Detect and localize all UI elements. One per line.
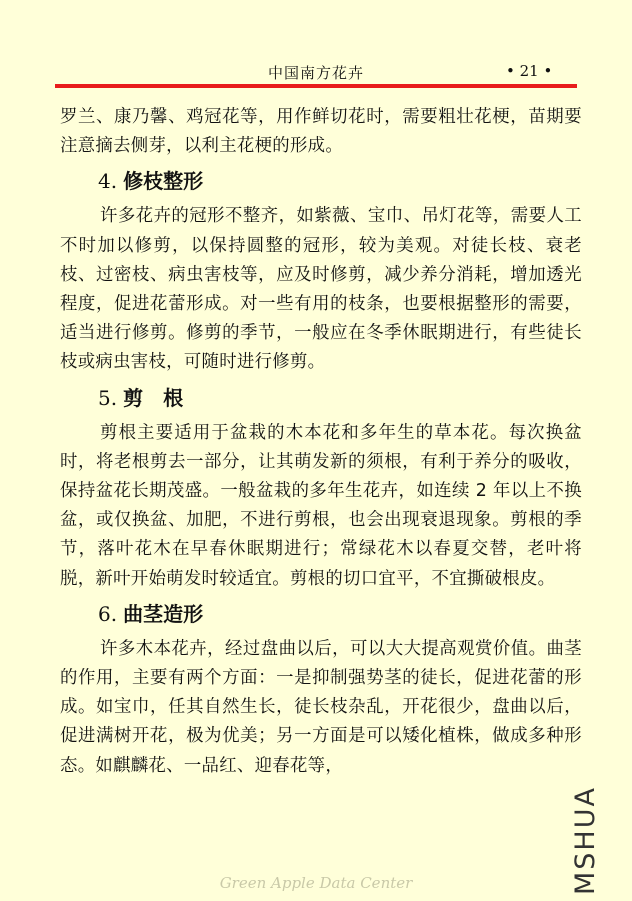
paragraph-stem-shaping: 许多木本花卉，经过盘曲以后，可以大大提高观赏价值。曲茎的作用，主要有两个方面：一是抑制强势茎的徒长，促进花蕾的形成。如宝巾，任其自然生长，徒长枝杂乱，开花很少，盘曲以后，促进满树开花，极为优美；另一方面是可以矮化植株，做成多种形态。如麒麟花、一品红、迎春花等， [60, 638, 582, 776]
paragraph-continued: 罗兰、康乃馨、鸡冠花等，用作鲜切花时，需要粗壮花梗，苗期要注意摘去侧芽，以利主花梗的形成。 [60, 107, 582, 157]
watermark-text: Green Apple Data Center [219, 874, 413, 892]
header-rule [55, 84, 577, 88]
section-number: 4. [98, 169, 118, 194]
section-title: 曲茎造形 [123, 601, 204, 626]
section-number: 5. [98, 385, 118, 410]
running-title: 中国南方花卉 [267, 64, 364, 82]
section-heading-6 [98, 599, 582, 630]
section-heading-5 [98, 383, 582, 414]
page-number: • 21 • [506, 62, 553, 80]
page-body [60, 103, 582, 781]
paragraph-pruning: 许多花卉的冠形不整齐，如紫薇、宝巾、吊灯花等，需要人工不时加以修剪，以保持圆整的冠形，较为美观。对徒长枝、衰老枝、过密枝、病虫害枝等，应及时修剪，减少养分消耗，增加透光程度，促进花蕾形成。对一些有用的枝条，也要根据整形的需要，适当进行修剪。修剪的季节，一般应在冬季休眠期进行，有些徒长枝或病虫害枝，可随时进行修剪。 [60, 206, 582, 373]
section-title: 剪 根 [123, 385, 184, 410]
page-header [0, 0, 632, 100]
section-heading-4 [98, 166, 582, 197]
section-number: 6. [98, 601, 118, 626]
side-stamp-text: MSHUA [570, 786, 601, 895]
paragraph-root-pruning: 剪根主要适用于盆栽的木本花和多年生的草本花。每次换盆时，将老根剪去一部分，让其萌发新的须根，有利于养分的吸收，保持盆花长期茂盛。一般盆栽的多年生花卉，如连续 2 年以上不换盆，或仅换盆、加肥，不进行剪根，也会出现衰退现象。剪根的季节，落叶花木在早春休眠期进行；常绿花木以春夏交替，老叶将脱，新叶开始萌发时较适宜。剪根的切口宜平，不宜撕破根皮。 [60, 422, 582, 589]
section-title: 修枝整形 [123, 169, 204, 194]
